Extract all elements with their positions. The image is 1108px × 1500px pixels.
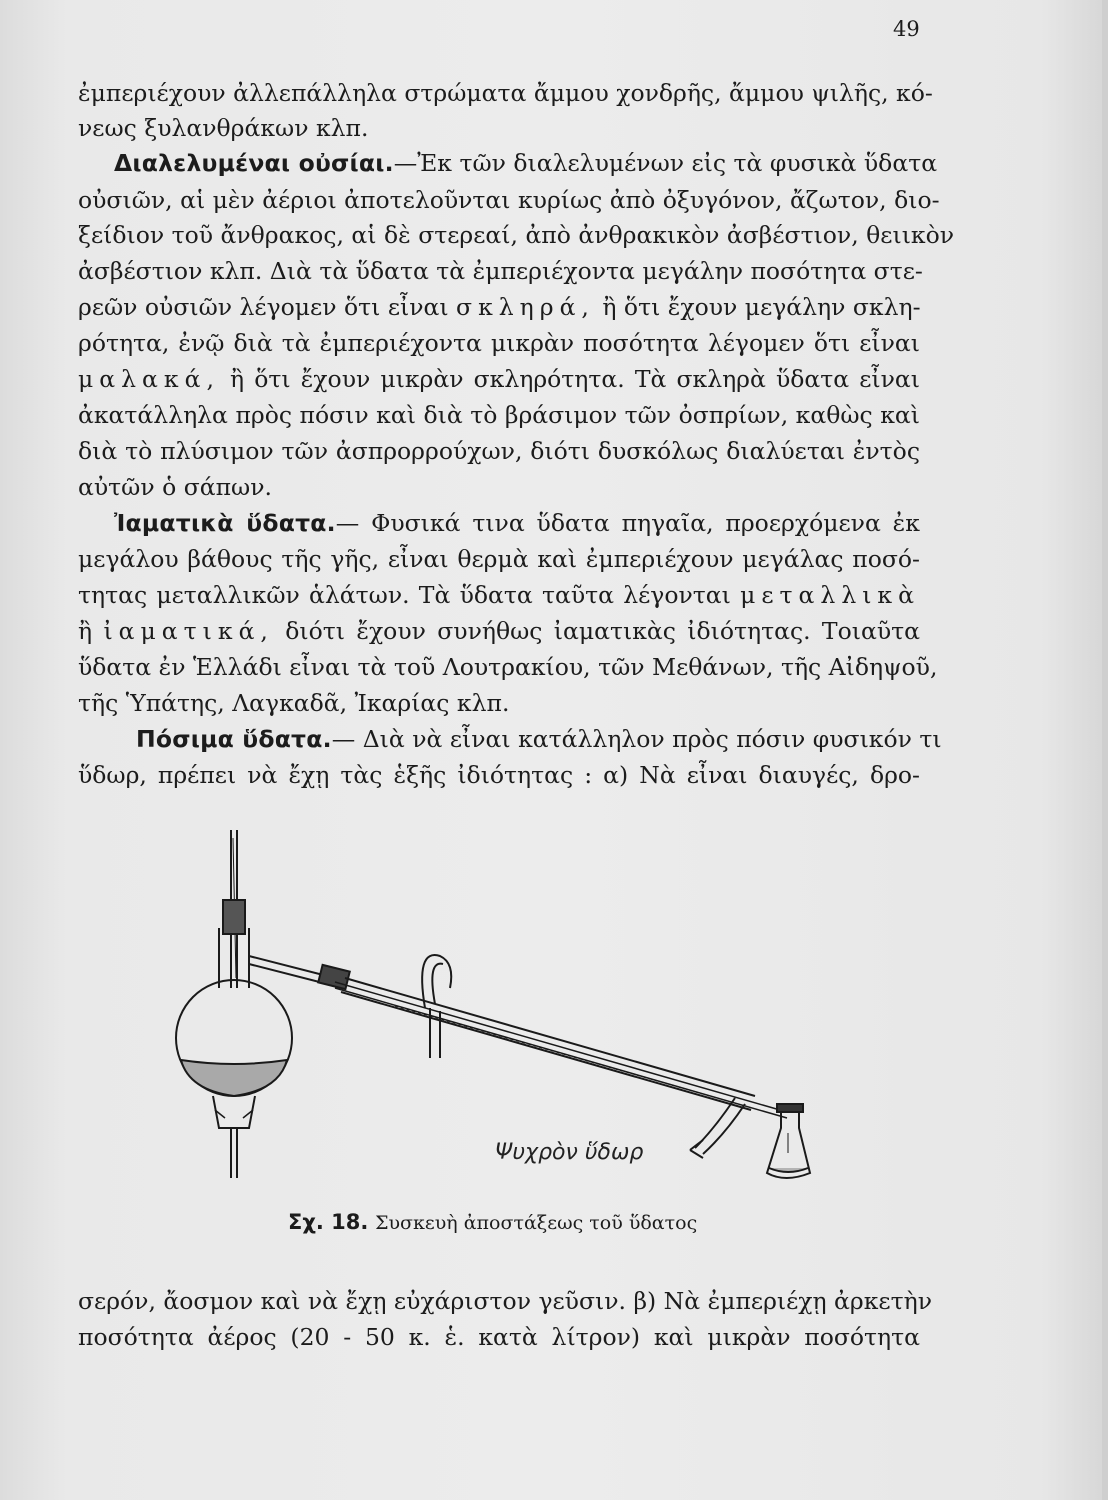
- spaced-term-soft: μαλακά,: [78, 365, 220, 393]
- caption-number: Σχ. 18.: [288, 1210, 369, 1234]
- caption-text: Συσκευὴ ἀποστάξεως τοῦ ὕδατος: [375, 1212, 698, 1234]
- text-line: ξείδιον τοῦ ἄνθρακος, αἱ δὲ στερεαί, ἀπὸ ἀνθρακικὸν ἀσβέστιον, θειικὸν: [78, 221, 955, 249]
- text-line: [78, 616, 920, 647]
- section-heading-dissolved: Διαλελυμέναι οὐσίαι.: [114, 149, 394, 177]
- figure-label-cold-water: Ψυχρὸν ὕδωρ: [495, 1140, 644, 1165]
- text-line: διὰ τὸ πλύσιμον τῶν ἀσπρορρούχων, διότι δυσκόλως διαλύεται ἐντὸς: [78, 437, 920, 465]
- paragraph-first-line: [78, 148, 938, 179]
- spaced-term-metallic: μεταλλικὰ: [740, 581, 920, 609]
- text-span: διότι ἔχουν συνήθως ἰαματικὰς ἰδιότητας. Τοιαῦτα: [273, 617, 920, 645]
- section-heading-medicinal: Ἰαματικὰ ὕδατα.: [114, 509, 336, 537]
- text-line: ἐμπεριέχουν ἀλλεπάλληλα στρώματα ἄμμου χονδρῆς, ἄμμου ψιλῆς, κό-: [78, 79, 933, 107]
- text-line: ὕδωρ, πρέπει νὰ ἔχῃ τὰς ἑξῆς ἰδιότητας : α) Νὰ εἶναι διαυγές, δρο-: [78, 761, 920, 789]
- text-span: — Φυσικά τινα ὕδατα πηγαῖα, προερχόμενα ἐκ: [335, 509, 920, 537]
- text-span: — Διὰ νὰ εἶναι κατάλληλον πρὸς πόσιν φυσικόν τι: [331, 725, 942, 753]
- text-line: ὕδατα ἐν Ἑλλάδι εἶναι τὰ τοῦ Λουτρακίου, τῶν Μεθάνων, τῆς Αἰδηψοῦ,: [78, 653, 938, 681]
- spaced-term-medicinal: ἰαματικά,: [103, 617, 274, 645]
- text-line: ρότητα, ἐνῷ διὰ τὰ ἐμπεριέχοντα μικρὰν ποσότητα λέγομεν ὅτι εἶναι: [78, 329, 920, 357]
- text-line: μεγάλου βάθους τῆς γῆς, εἶναι θερμὰ καὶ ἐμπεριέχουν μεγάλας ποσό-: [78, 545, 920, 573]
- text-line: σερόν, ἄοσμον καὶ νὰ ἔχῃ εὐχάριστον γεῦσιν. β) Νὰ ἐμπεριέχῃ ἀρκετὴν: [78, 1287, 932, 1315]
- text-line: οὐσιῶν, αἱ μὲν ἀέριοι ἀποτελοῦνται κυρίως ἀπὸ ὀξυγόνον, ἄζωτον, διο-: [78, 186, 940, 214]
- spaced-term-hard: σκληρά,: [456, 293, 595, 321]
- text-line: ἀσβέστιον κλπ. Διὰ τὰ ὕδατα τὰ ἐμπεριέχοντα μεγάλην ποσότητα στε-: [78, 257, 923, 285]
- distillation-apparatus-drawing: [155, 828, 815, 1198]
- text-span: τητας μεταλλικῶν ἁλάτων. Τὰ ὕδατα ταῦτα λέγονται: [78, 581, 741, 609]
- text-line: [78, 292, 920, 323]
- text-span: —Ἐκ τῶν διαλελυμένων εἰς τὰ φυσικὰ ὕδατα: [393, 149, 938, 177]
- page-number: 49: [893, 17, 920, 41]
- text-line: τῆς Ὑπάτης, Λαγκαδᾶ, Ἰκαρίας κλπ.: [78, 689, 510, 717]
- paragraph-first-line: [78, 508, 920, 539]
- text-span: ἢ ὅτι ἔχουν μικρὰν σκληρότητα. Τὰ σκληρὰ ὕδατα εἶναι: [219, 365, 920, 393]
- text-line: νεως ξυλανθράκων κλπ.: [78, 114, 369, 142]
- text-line: [78, 364, 920, 395]
- section-heading-potable: Πόσιμα ὕδατα.: [136, 725, 332, 753]
- figure-caption: [288, 1210, 697, 1234]
- text-span: ἢ: [78, 617, 104, 645]
- text-span: ἢ ὅτι ἔχουν μεγάλην σκλη-: [594, 293, 921, 321]
- distillation-apparatus-figure: [155, 828, 815, 1198]
- text-line: ἀκατάλληλα πρὸς πόσιν καὶ διὰ τὸ βράσιμον τῶν ὀσπρίων, καθὼς καὶ: [78, 401, 920, 429]
- text-span: ρεῶν οὐσιῶν λέγομεν ὅτι εἶναι: [78, 293, 457, 321]
- paragraph-first-line: [78, 724, 942, 755]
- text-line: [78, 580, 920, 611]
- page-edge-shadow: [1102, 0, 1108, 1500]
- text-line: αὐτῶν ὁ σάπων.: [78, 473, 272, 501]
- text-line: ποσότητα ἀέρος (20 - 50 κ. ἑ. κατὰ λίτρον) καὶ μικρὰν ποσότητα: [78, 1323, 920, 1351]
